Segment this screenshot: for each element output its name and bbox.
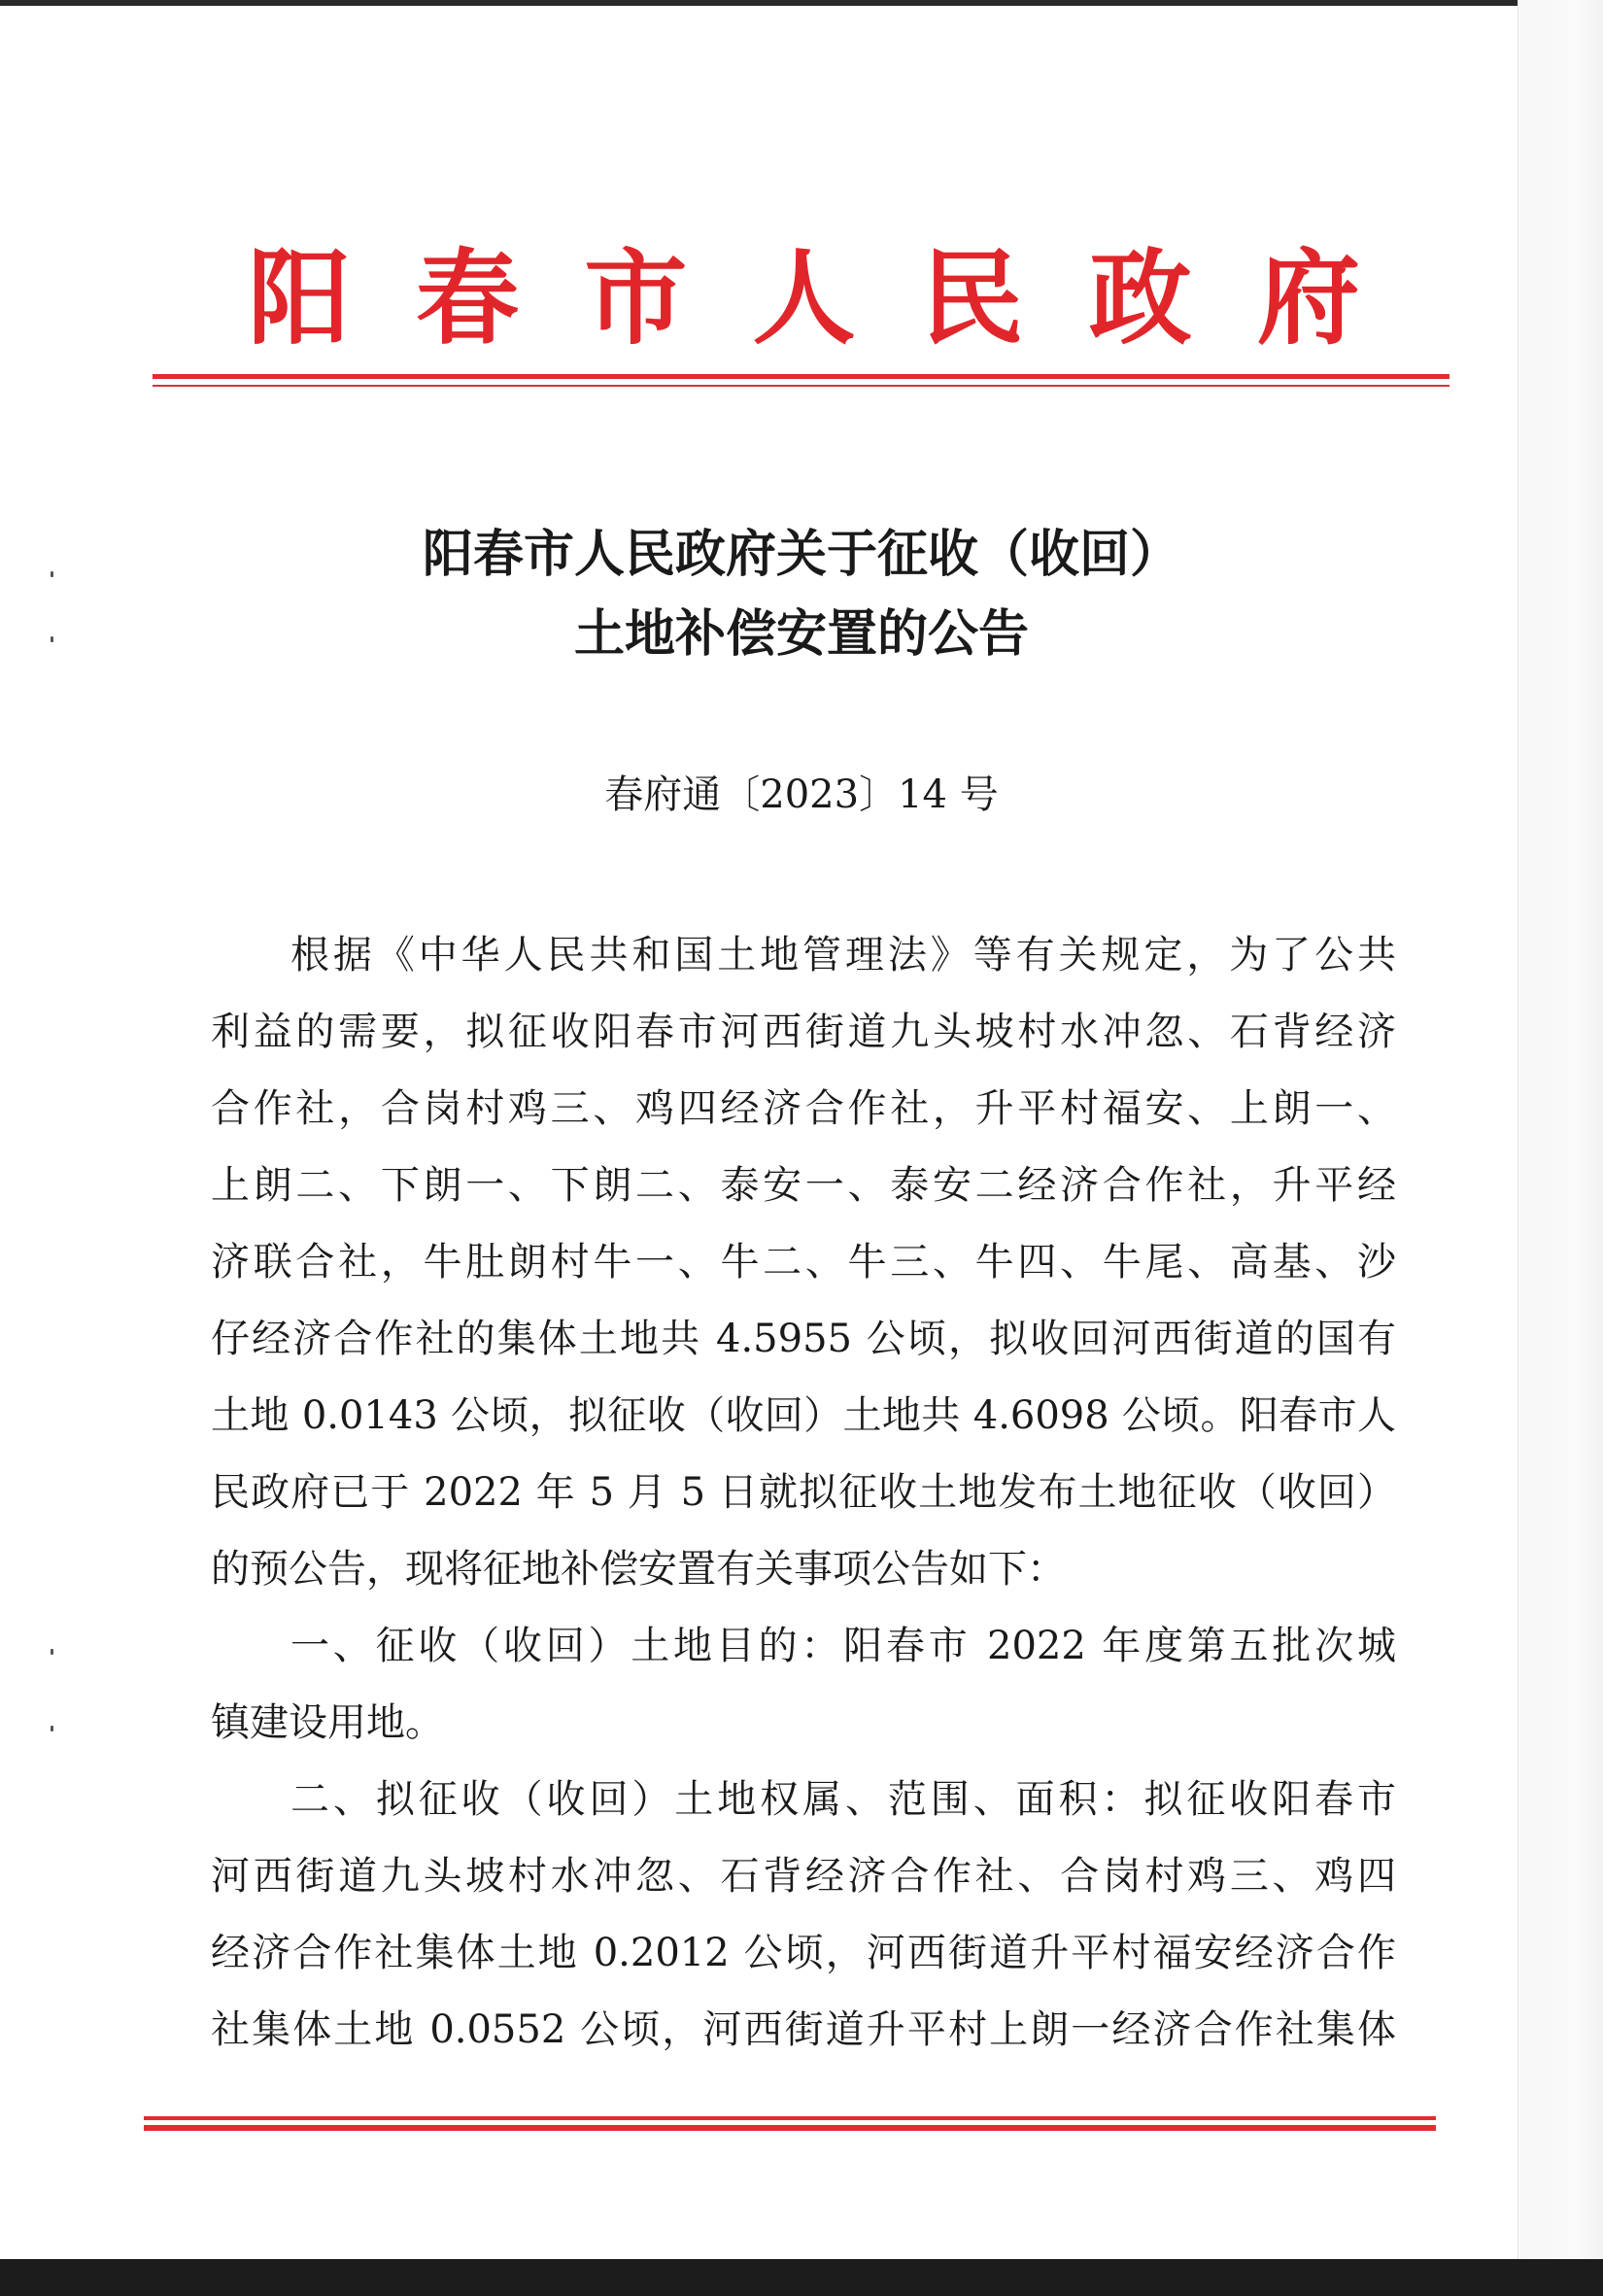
body-line: 镇建设用地。 — [211, 1700, 444, 1745]
body-line: 一、征收（收回）土地目的：阳春市 2022 年度第五批次城 — [290, 1624, 1396, 1668]
body-line: 仔经济合作社的集体土地共 4.5955 公顷，拟收回河西街道的国有 — [211, 1317, 1396, 1361]
document-number: 春府通〔2023〕14 号 — [604, 772, 999, 817]
letterhead-rule-thin — [153, 385, 1450, 387]
scan-bottom-edge — [0, 2259, 1603, 2296]
letterhead-char: 春 — [416, 237, 520, 359]
letterhead-rule-thick — [153, 374, 1450, 379]
letterhead-title — [151, 225, 1457, 371]
body-line: 土地 0.0143 公顷，拟征收（收回）土地共 4.6098 公顷。阳春市人 — [211, 1393, 1396, 1438]
letterhead-char: 府 — [1256, 237, 1360, 359]
body-line: 利益的需要，拟征收阳春市河西街道九头坡村水冲忽、石背经济 — [211, 1010, 1396, 1054]
document-title-line: 阳春市人民政府关于征收（收回） — [422, 525, 1180, 584]
body-line: 民政府已于 2022 年 5 月 5 日就拟征收土地发布土地征收（收回） — [211, 1470, 1396, 1515]
body-line: 济联合社，牛肚朗村牛一、牛二、牛三、牛四、牛尾、高基、沙 — [211, 1240, 1396, 1285]
scan-top-edge — [0, 0, 1603, 6]
body-line: 社集体土地 0.0552 公顷，河西街道升平村上朗一经济合作社集体 — [211, 2007, 1396, 2052]
document-body — [211, 917, 1396, 2069]
body-line: 河西街道九头坡村水冲忽、石背经济合作社、合岗村鸡三、鸡四 — [211, 1854, 1396, 1899]
body-line: 根据《中华人民共和国土地管理法》等有关规定，为了公共 — [290, 933, 1396, 977]
binding-hole-mark — [51, 1649, 53, 1655]
document-title — [209, 515, 1394, 674]
footer-rule-thin — [144, 2116, 1436, 2120]
body-line: 合作社，合岗村鸡三、鸡四经济合作社，升平村福安、上朗一、 — [211, 1086, 1396, 1131]
scan-right-shadow — [1518, 0, 1603, 2259]
letterhead-char: 民 — [920, 237, 1024, 359]
binding-hole-mark — [51, 636, 53, 642]
binding-hole-mark — [51, 1726, 53, 1731]
body-line: 上朗二、下朗一、下朗二、泰安一、泰安二经济合作社，升平经 — [211, 1163, 1396, 1208]
letterhead-char: 政 — [1088, 237, 1192, 359]
letterhead-char: 市 — [584, 237, 688, 359]
body-line: 二、拟征收（收回）土地权属、范围、面积：拟征收阳春市 — [290, 1777, 1396, 1822]
body-line: 经济合作社集体土地 0.2012 公顷，河西街道升平村福安经济合作 — [211, 1931, 1396, 1975]
binding-hole-mark — [51, 571, 53, 577]
document-title-line: 土地补偿安置的公告 — [573, 604, 1029, 664]
footer-rule-thick — [144, 2125, 1436, 2131]
letterhead-char: 人 — [752, 237, 856, 359]
body-line: 的预公告，现将征地补偿安置有关事项公告如下： — [211, 1547, 1066, 1592]
letterhead-char: 阳 — [248, 237, 351, 359]
